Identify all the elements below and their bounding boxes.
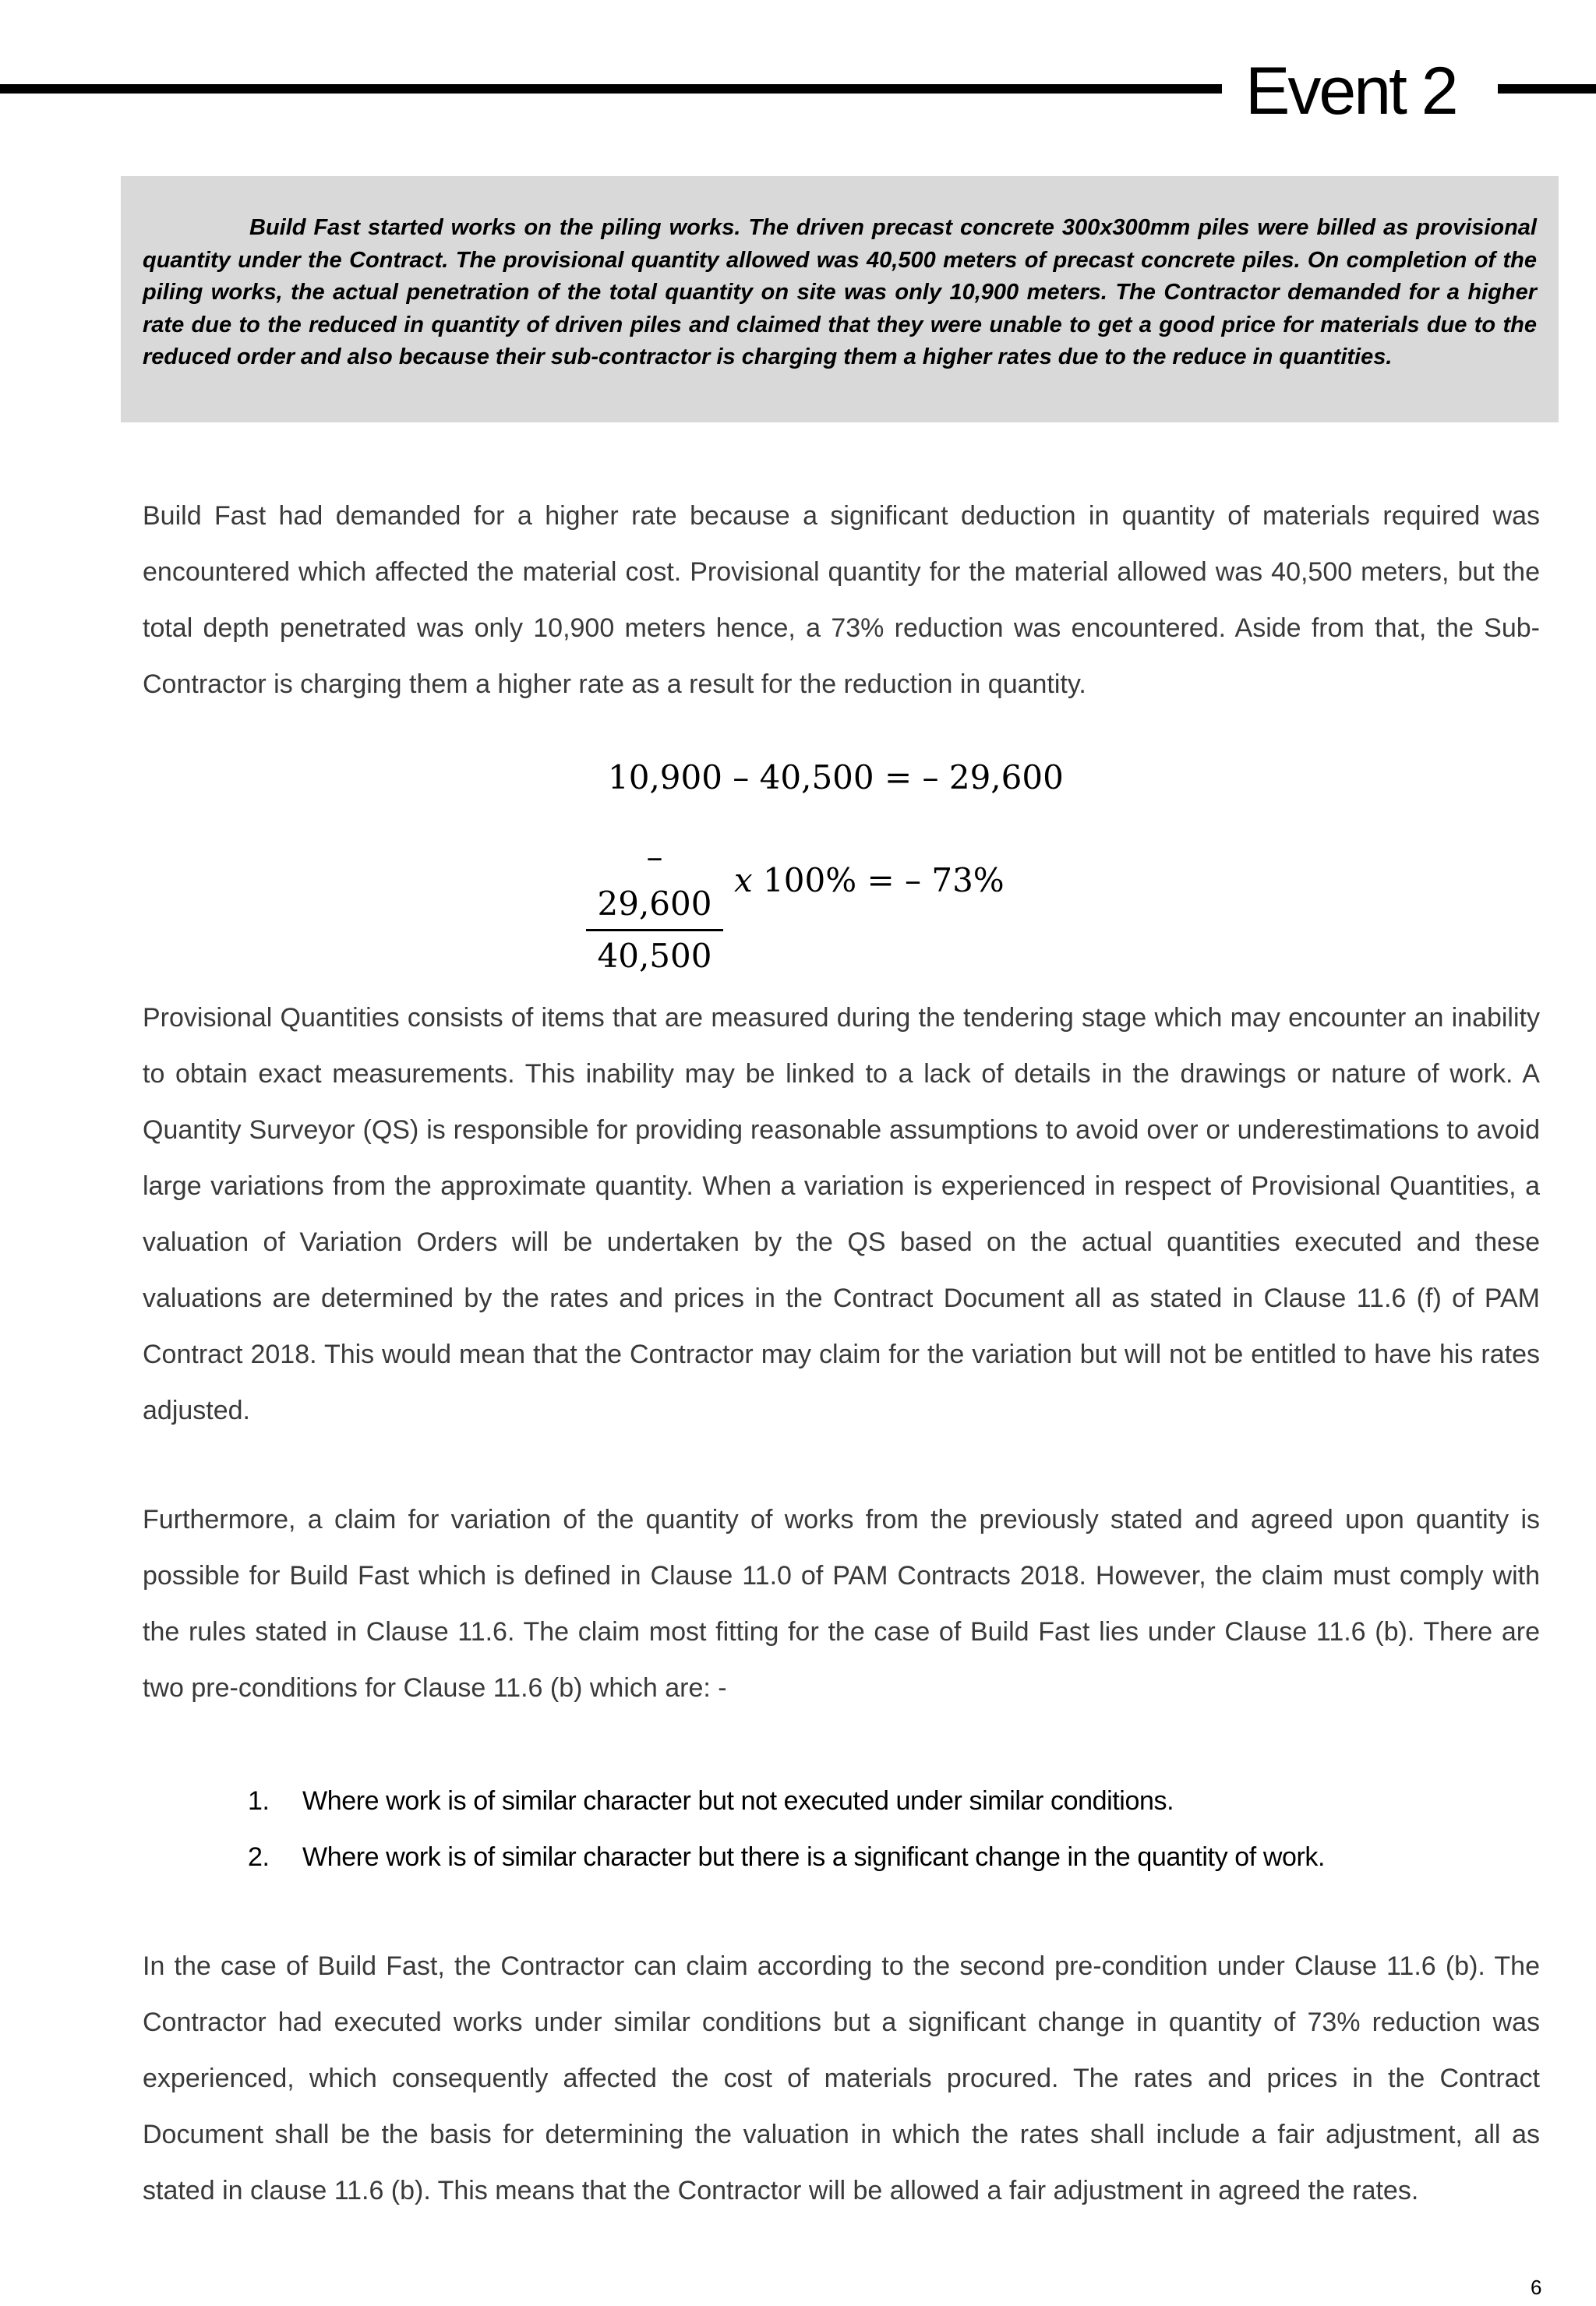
page-number: 6 [1531,2276,1542,2299]
equation-difference: 10,900 – 40,500 = – 29,600 [608,758,1064,796]
fraction-denominator: 40,500 [597,937,712,975]
paragraph-2: Provisional Quantities consists of items that are measured during the tendering stage which may encounter an inability to obtain exact measurements. This inability may be linked to a lack of details in the drawings or nature of work. A Quantity Surveyor (QS) is responsible for providing reasonable assumptions to avoid over or underestimations to avoid large variations from the approximate quantity. When a variation is experienced in respect of Provisional Quantities, a valuation of Variation Orders will be undertaken by the QS based on the actual quantities executed and these valuations are determined by the rates and prices in the Contract Document all as stated in Clause 11.6 (f) of PAM Contract 2018. This would mean that the Contractor may claim for the variation but will not be entitled to have his rates adjusted. [143,1003,1540,1425]
list-item [248,1773,1325,1829]
equation-fraction [586,834,723,980]
paragraph-1: Build Fast had demanded for a higher rate because a significant deduction in quantity of materials required was encountered which affected the material cost. Provisional quantity for the material allowed was 40,500 meters, but the total depth penetrated was only 10,900 meters hence, a 73% reduction was encountered. Aside from that, the Sub-Contractor is charging them a higher rate as a result for the reduction in quantity. [143,501,1540,699]
equation-result: 100% = – 73% [752,861,1005,899]
header-rule-left [0,84,1222,94]
header-rule-right [1498,84,1596,94]
list-item-text: Where work is of similar character but there is a significant change in the quantity of work. [302,1842,1326,1872]
paragraph-4: In the case of Build Fast, the Contractor can claim according to the second pre-condition under Clause 11.6 (b). The Contractor had executed works under similar conditions but a significant change in quantity of 73% reduction was experienced, which consequently affected the cost of materials procured. The rates and prices in the Contract Document shall be the basis for determining the valuation in which the rates shall include a fair adjustment, all as stated in clause 11.6 (b). This means that the Contractor will be allowed a fair adjustment in agreed the rates. [143,1951,1540,2205]
list-item [248,1829,1325,1885]
list-item-text: Where work is of similar character but not executed under similar conditions. [302,1786,1174,1816]
event-summary-text: Build Fast started works on the piling works. The driven precast concrete 300x300mm piles were billed as provisional quantity under the Contract. The provisional quantity allowed was 40,500 meters of precast concrete piles. On completion of the piling works, the actual penetration of the total quantity on site was only 10,900 meters. The Contractor demanded for a higher rate due to the reduced in quantity of driven piles and claimed that they were unable to get a good price for materials due to the reduced order and also because their sub-contractor is charging them a higher rates due to the reduce in quantities. [143,215,1537,369]
page-title: Event 2 [1245,54,1457,129]
list-item-number: 2. [248,1842,270,1872]
preconditions-list [248,1773,1325,1885]
list-item-number: 1. [248,1786,270,1816]
equation-variable: x [734,861,753,899]
paragraph-3: Furthermore, a claim for variation of the quantity of works from the previously stated and agreed upon quantity is possible for Build Fast which is defined in Clause 11.0 of PAM Contracts 2018. However, the claim must comply with the rules stated in Clause 11.6. The claim most fitting for the case of Build Fast lies under Clause 11.6 (b). There are two pre-conditions for Clause 11.6 (b) which are: - [143,1505,1540,1703]
event-summary-box [121,176,1559,422]
fraction-numerator: – 29,600 [597,838,712,923]
fraction-bar [586,929,723,931]
equation-percentage [734,861,1005,899]
